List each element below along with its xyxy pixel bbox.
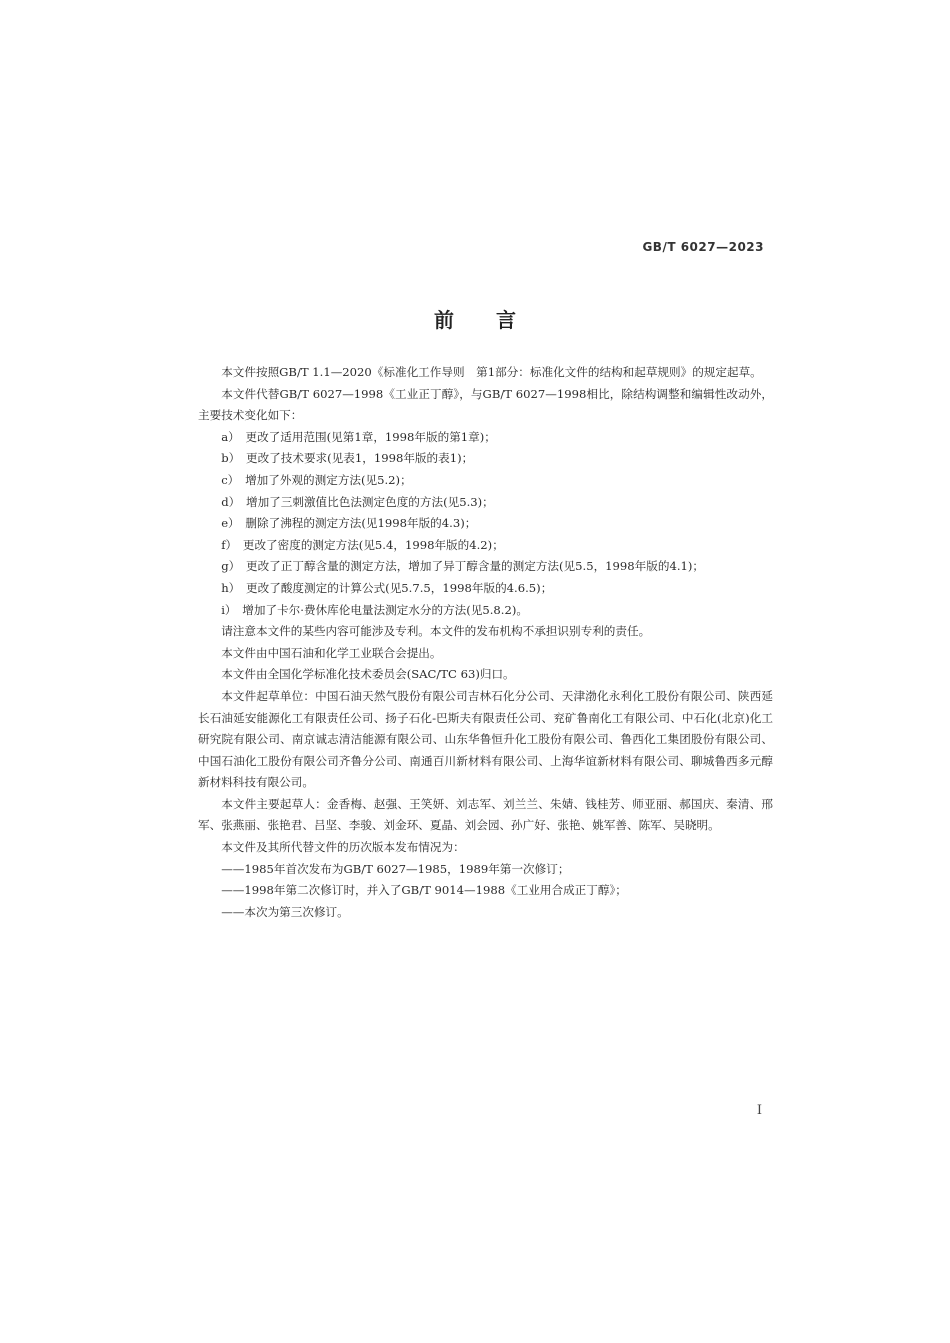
change-item-d: d） 增加了三刺激值比色法测定色度的方法(见5.3)； (221, 494, 494, 509)
change-item-b: b） 更改了技术要求(见表1，1998年版的表1)； (221, 451, 474, 466)
change-item-a: a） 更改了适用范围(见第1章，1998年版的第1章)； (221, 429, 496, 444)
page-number: I (756, 1103, 762, 1118)
paragraph-drafting-units: 本文件起草单位：中国石油天然气股份有限公司吉林石化分公司、天津渤化永利化工股份有限公司、陕西延长石油延安能源化工有限责任公司、扬子石化-巴斯夫有限责任公司、兖矿鲁南化工有限公司、中石化(北京)化工研究院有限公司、南京诚志清洁能源有限公司、山东华鲁恒升化工股份有限公司、鲁西化工集团股份有限公司、中国石油化工股份有限公司齐鲁分公司、南通百川新材料有限公司、上海华谊新材料有限公司、聊城鲁西多元醇新材料科技有限公司。 (198, 688, 773, 790)
history-item-1: ——1985年首次发布为GB/T 6027—1985，1989年第一次修订； (221, 861, 570, 876)
change-item-c: c） 增加了外观的测定方法(见5.2)； (221, 472, 412, 487)
paragraph-drafters: 本文件主要起草人：金香梅、赵强、王笑妍、刘志军、刘兰兰、朱婧、钱桂芳、师亚丽、郝国庆、秦清、邢军、张燕丽、张艳君、吕坚、李骏、刘金环、夏晶、刘会园、孙广好、张艳、姚军善、陈军、吴晓明。 (198, 796, 773, 833)
history-item-2: ——1998年第二次修订时，并入了GB/T 9014—1988《工业用合成正丁醇》； (221, 883, 627, 898)
change-item-f: f） 更改了密度的测定方法(见5.4，1998年版的4.2)； (221, 537, 504, 552)
foreword-body (198, 362, 773, 923)
paragraph-replaces: 本文件代替GB/T 6027—1998《工业正丁醇》，与GB/T 6027—1998相比，除结构调整和编辑性改动外，主要技术变化如下： (198, 386, 773, 423)
paragraph-under-jurisdiction: 本文件由全国化学标准化技术委员会(SAC/TC 63)归口。 (221, 667, 515, 682)
change-item-e: e） 删除了沸程的测定方法(见1998年版的4.3)； (221, 516, 477, 531)
document-code: GB/T 6027—2023 (642, 240, 764, 254)
paragraph-patent-notice: 请注意本文件的某些内容可能涉及专利。本文件的发布机构不承担识别专利的责任。 (221, 624, 651, 639)
history-item-3: ——本次为第三次修订。 (221, 904, 349, 919)
change-item-g: g） 更改了正丁醇含量的测定方法，增加了异丁醇含量的测定方法(见5.5，1998年版的4.1)； (221, 559, 705, 574)
change-item-i: i） 增加了卡尔·费休库伦电量法测定水分的方法(见5.8.2)。 (221, 602, 528, 617)
paragraph-proposed-by: 本文件由中国石油和化学工业联合会提出。 (221, 645, 442, 660)
paragraph-drafting-rules: 本文件按照GB/T 1.1—2020《标准化工作导则 第1部分：标准化文件的结构和起草规则》的规定起草。 (221, 365, 762, 379)
paragraph-history-intro: 本文件及其所代替文件的历次版本发布情况为： (221, 840, 465, 855)
change-item-h: h） 更改了酸度测定的计算公式(见5.7.5，1998年版的4.6.5)； (221, 580, 553, 595)
page-title: 前言 (434, 308, 558, 332)
